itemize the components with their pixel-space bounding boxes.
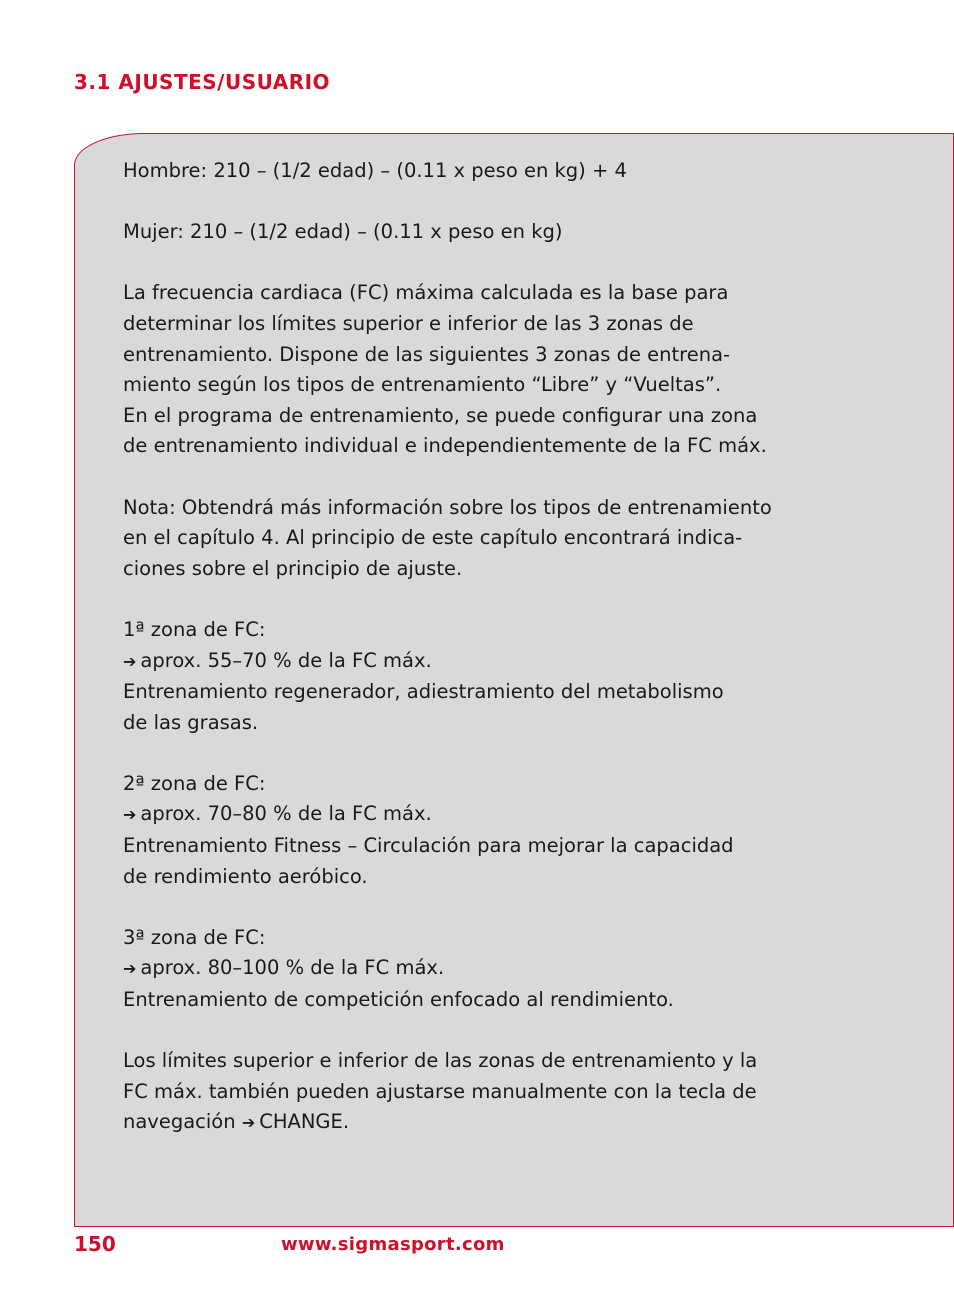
note-line: en el capítulo 4. Al principio de este capítulo encontrará indica-: [123, 526, 743, 550]
zone-range: [123, 646, 853, 678]
page-number: 150: [74, 1232, 116, 1256]
zone-range-text: aprox. 55–70 % de la FC máx.: [140, 648, 432, 672]
zone-range-text: aprox. 80–100 % de la FC máx.: [140, 956, 445, 980]
zone-range: [123, 953, 853, 985]
note-line: Nota: Obtendrá más información sobre los tipos de entrenamiento: [123, 495, 772, 519]
note-paragraph: [123, 493, 853, 585]
zone-2: [123, 769, 853, 892]
intro-line: determinar los límites superior e inferior de las 3 zonas de: [123, 311, 694, 335]
zone-desc: Entrenamiento de competición enfocado al rendimiento.: [123, 988, 674, 1012]
limits-line: Los límites superior e inferior de las zonas de entrenamiento y la: [123, 1049, 758, 1073]
intro-line: En el programa de entrenamiento, se puede configurar una zona: [123, 403, 758, 427]
zone-range-text: aprox. 70–80 % de la FC máx.: [140, 802, 432, 826]
footer-url: www.sigmasport.com: [281, 1234, 505, 1255]
arrow-right-icon: ➔: [123, 651, 137, 671]
intro-line: de entrenamiento individual e independientemente de la FC máx.: [123, 434, 767, 458]
content-body: [123, 156, 853, 1170]
intro-line: miento según los tipos de entrenamiento “Libre” y “Vueltas”.: [123, 373, 722, 397]
intro-line: La frecuencia cardiaca (FC) máxima calculada es la base para: [123, 281, 729, 305]
zone-desc: Entrenamiento regenerador, adiestramiento del metabolismo: [123, 680, 724, 704]
intro-line: entrenamiento. Dispone de las siguientes 3 zonas de entrena-: [123, 342, 731, 366]
intro-paragraph: [123, 278, 853, 462]
section-title: 3.1 AJUSTES/USUARIO: [74, 70, 331, 94]
zone-title: 3ª zona de FC:: [123, 925, 266, 949]
zone-1: [123, 615, 853, 738]
change-key-label: CHANGE.: [259, 1110, 350, 1134]
zone-desc: de las grasas.: [123, 710, 259, 734]
zone-title: 2ª zona de FC:: [123, 771, 266, 795]
zone-range: [123, 799, 853, 831]
zone-3: [123, 923, 853, 1016]
formula-woman: Mujer: 210 – (1/2 edad) – (0.11 x peso en kg): [123, 220, 563, 244]
formula-man: Hombre: 210 – (1/2 edad) – (0.11 x peso en kg) + 4: [123, 159, 627, 182]
note-line: ciones sobre el principio de ajuste.: [123, 556, 463, 580]
arrow-right-icon: ➔: [123, 805, 137, 825]
limits-prefix: navegación: [123, 1110, 236, 1134]
arrow-right-icon: ➔: [123, 959, 137, 979]
arrow-right-icon: ➔: [241, 1113, 256, 1133]
limits-line-last: [123, 1107, 853, 1139]
zone-desc: Entrenamiento Fitness – Circulación para mejorar la capacidad: [123, 834, 734, 858]
limits-line: FC máx. también pueden ajustarse manualmente con la tecla de: [123, 1079, 757, 1103]
limits-paragraph: [123, 1046, 853, 1139]
zone-desc: de rendimiento aeróbico.: [123, 864, 368, 888]
zone-title: 1ª zona de FC:: [123, 617, 266, 641]
